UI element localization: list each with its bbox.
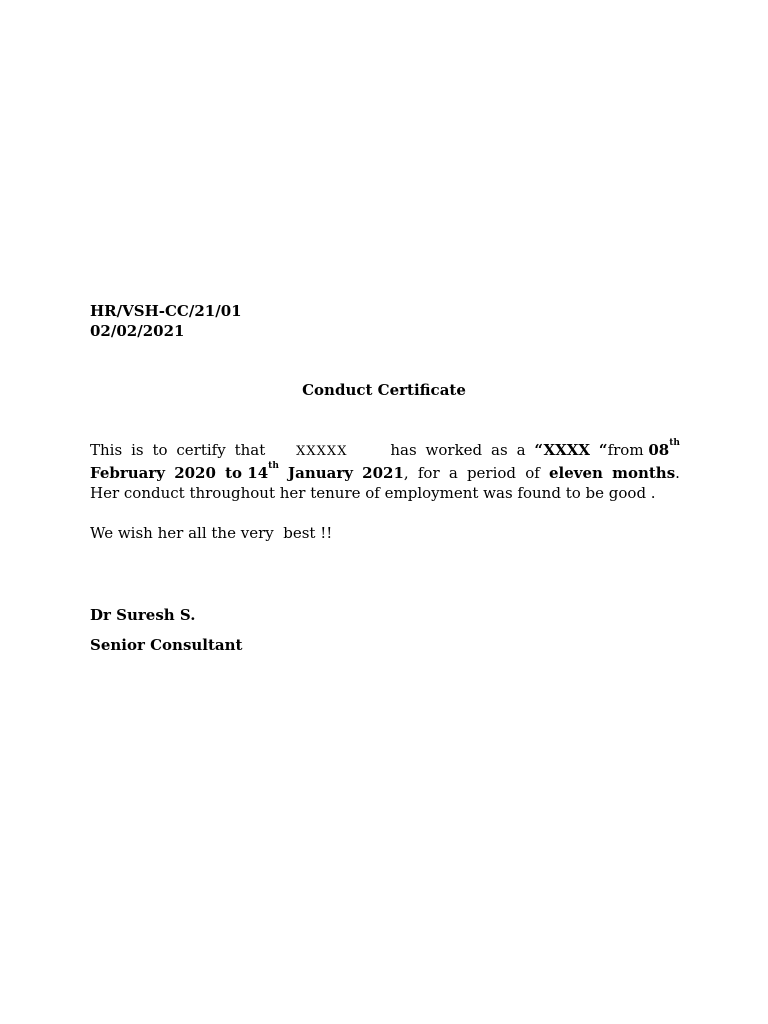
duration-unit: months xyxy=(612,463,676,482)
word: a xyxy=(516,441,526,459)
page-title: Conduct Certificate xyxy=(302,381,466,399)
duration-value: eleven xyxy=(548,463,603,482)
word: a xyxy=(448,463,458,482)
reference-block xyxy=(90,301,242,341)
body-line-3: Her conduct throughout her tenure of employment was found to be good . xyxy=(90,484,656,502)
end-year: 2021 xyxy=(362,463,404,482)
signatory-name: Dr Suresh S. xyxy=(90,606,196,624)
close-quote: “ xyxy=(598,441,608,459)
word: for xyxy=(417,463,440,482)
end-day-group xyxy=(225,460,279,484)
from-group xyxy=(599,440,680,461)
word: that xyxy=(234,441,266,459)
certificate-body xyxy=(90,440,680,504)
reference-number: HR/VSH-CC/21/01 xyxy=(90,302,242,320)
word: certify xyxy=(176,441,226,459)
start-year: 2020 xyxy=(174,463,216,482)
start-day xyxy=(648,438,680,459)
comma: , xyxy=(403,463,409,482)
end-day-number: 14 xyxy=(247,463,269,482)
word: as xyxy=(491,441,508,459)
designation: “XXXX xyxy=(534,441,591,459)
full-stop: . xyxy=(675,463,680,482)
word: to xyxy=(152,441,168,459)
end-day-suffix: th xyxy=(268,460,279,471)
end-month: January xyxy=(288,463,353,482)
end-year-group xyxy=(362,463,409,484)
word: has xyxy=(390,441,417,459)
body-line-1 xyxy=(90,440,680,463)
start-month: February xyxy=(90,463,166,482)
word: period xyxy=(466,463,517,482)
duration-unit-group xyxy=(612,463,680,484)
word: from xyxy=(607,441,644,459)
start-day-number: 08 xyxy=(648,441,670,459)
word: worked xyxy=(425,441,483,459)
signatory-designation: Senior Consultant xyxy=(90,636,243,654)
issue-date: 02/02/2021 xyxy=(90,322,185,340)
closing-wish: We wish her all the very best !! xyxy=(90,524,333,542)
start-day-suffix: th xyxy=(669,438,680,448)
word: This xyxy=(90,441,123,459)
word: of xyxy=(525,463,540,482)
word: to xyxy=(225,463,243,482)
employee-name: XXXXX xyxy=(296,444,348,459)
word: is xyxy=(131,441,144,459)
body-line-2 xyxy=(90,460,680,484)
